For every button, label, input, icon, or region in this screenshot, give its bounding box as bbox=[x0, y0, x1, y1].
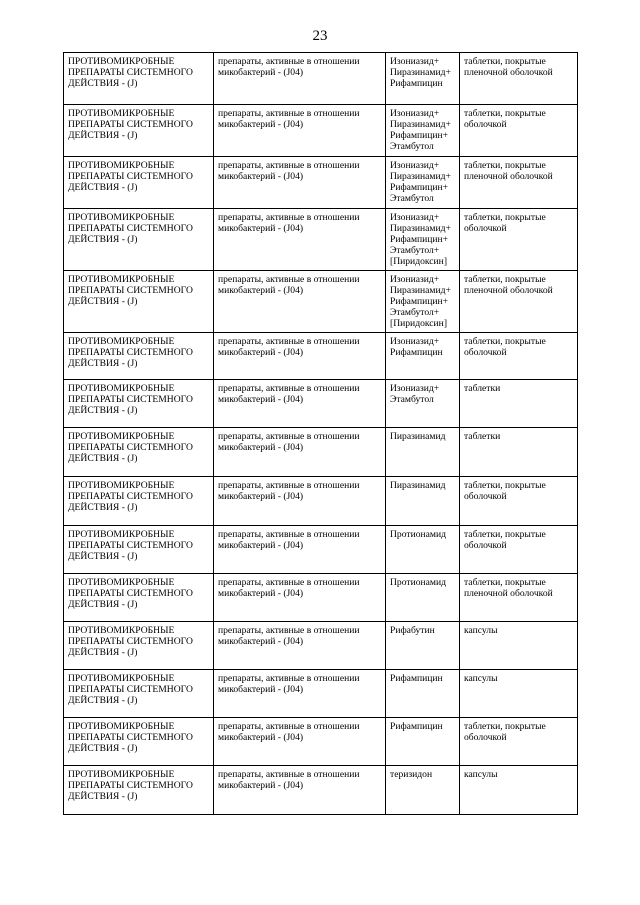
subgroup-cell: препараты, активные в отношении микобактерий - (J04) bbox=[214, 53, 386, 105]
subgroup-cell: препараты, активные в отношении микобактерий - (J04) bbox=[214, 477, 386, 526]
group-cell: ПРОТИВОМИКРОБНЫЕ ПРЕПАРАТЫ СИСТЕМНОГО ДЕЙСТВИЯ - (J) bbox=[64, 53, 214, 105]
dosage-form-cell: таблетки, покрытые пленочной оболочкой bbox=[460, 157, 578, 209]
subgroup-cell: препараты, активные в отношении микобактерий - (J04) bbox=[214, 574, 386, 622]
drug-cell: Изониазид+ Пиразинамид+ Рифампицин bbox=[386, 53, 460, 105]
drug-cell: Изониазид+ Пиразинамид+ Рифампицин+ Этамбутол+ [Пиридоксин] bbox=[386, 209, 460, 271]
table-row bbox=[64, 333, 578, 380]
dosage-form-cell: таблетки, покрытые оболочкой bbox=[460, 718, 578, 766]
table-row bbox=[64, 477, 578, 526]
table-row bbox=[64, 209, 578, 271]
group-cell: ПРОТИВОМИКРОБНЫЕ ПРЕПАРАТЫ СИСТЕМНОГО ДЕЙСТВИЯ - (J) bbox=[64, 105, 214, 157]
dosage-form-cell: таблетки, покрытые оболочкой bbox=[460, 209, 578, 271]
table-row bbox=[64, 380, 578, 428]
subgroup-cell: препараты, активные в отношении микобактерий - (J04) bbox=[214, 333, 386, 380]
drug-cell: Рифампицин bbox=[386, 718, 460, 766]
dosage-form-cell: таблетки bbox=[460, 428, 578, 477]
drug-cell: теризидон bbox=[386, 766, 460, 815]
subgroup-cell: препараты, активные в отношении микобактерий - (J04) bbox=[214, 209, 386, 271]
dosage-form-cell: таблетки, покрытые оболочкой bbox=[460, 333, 578, 380]
group-cell: ПРОТИВОМИКРОБНЫЕ ПРЕПАРАТЫ СИСТЕМНОГО ДЕЙСТВИЯ - (J) bbox=[64, 477, 214, 526]
dosage-form-cell: капсулы bbox=[460, 622, 578, 670]
group-cell: ПРОТИВОМИКРОБНЫЕ ПРЕПАРАТЫ СИСТЕМНОГО ДЕЙСТВИЯ - (J) bbox=[64, 333, 214, 380]
group-cell: ПРОТИВОМИКРОБНЫЕ ПРЕПАРАТЫ СИСТЕМНОГО ДЕЙСТВИЯ - (J) bbox=[64, 428, 214, 477]
drug-table bbox=[63, 52, 578, 815]
dosage-form-cell: таблетки, покрытые пленочной оболочкой bbox=[460, 574, 578, 622]
page-number: 23 bbox=[312, 28, 328, 44]
table-row bbox=[64, 271, 578, 333]
group-cell: ПРОТИВОМИКРОБНЫЕ ПРЕПАРАТЫ СИСТЕМНОГО ДЕЙСТВИЯ - (J) bbox=[64, 157, 214, 209]
dosage-form-cell: таблетки, покрытые пленочной оболочкой bbox=[460, 271, 578, 333]
subgroup-cell: препараты, активные в отношении микобактерий - (J04) bbox=[214, 670, 386, 718]
table-row bbox=[64, 718, 578, 766]
dosage-form-cell: таблетки, покрытые пленочной оболочкой bbox=[460, 53, 578, 105]
table-row bbox=[64, 53, 578, 105]
subgroup-cell: препараты, активные в отношении микобактерий - (J04) bbox=[214, 271, 386, 333]
drug-cell: Рифабутин bbox=[386, 622, 460, 670]
table-row bbox=[64, 670, 578, 718]
table-row bbox=[64, 105, 578, 157]
table-row bbox=[64, 526, 578, 574]
group-cell: ПРОТИВОМИКРОБНЫЕ ПРЕПАРАТЫ СИСТЕМНОГО ДЕЙСТВИЯ - (J) bbox=[64, 380, 214, 428]
drug-cell: Протионамид bbox=[386, 526, 460, 574]
drug-cell: Пиразинамид bbox=[386, 477, 460, 526]
drug-cell: Протионамид bbox=[386, 574, 460, 622]
subgroup-cell: препараты, активные в отношении микобактерий - (J04) bbox=[214, 622, 386, 670]
subgroup-cell: препараты, активные в отношении микобактерий - (J04) bbox=[214, 428, 386, 477]
group-cell: ПРОТИВОМИКРОБНЫЕ ПРЕПАРАТЫ СИСТЕМНОГО ДЕЙСТВИЯ - (J) bbox=[64, 526, 214, 574]
dosage-form-cell: капсулы bbox=[460, 766, 578, 815]
drug-cell: Изониазид+ Пиразинамид+ Рифампицин+ Этамбутол bbox=[386, 105, 460, 157]
drug-cell: Изониазид+ Пиразинамид+ Рифампицин+ Этамбутол bbox=[386, 157, 460, 209]
dosage-form-cell: таблетки, покрытые оболочкой bbox=[460, 477, 578, 526]
group-cell: ПРОТИВОМИКРОБНЫЕ ПРЕПАРАТЫ СИСТЕМНОГО ДЕЙСТВИЯ - (J) bbox=[64, 209, 214, 271]
table-row bbox=[64, 574, 578, 622]
drug-cell: Рифампицин bbox=[386, 670, 460, 718]
group-cell: ПРОТИВОМИКРОБНЫЕ ПРЕПАРАТЫ СИСТЕМНОГО ДЕЙСТВИЯ - (J) bbox=[64, 766, 214, 815]
dosage-form-cell: таблетки, покрытые оболочкой bbox=[460, 105, 578, 157]
drug-cell: Изониазид+ Этамбутол bbox=[386, 380, 460, 428]
dosage-form-cell: таблетки, покрытые оболочкой bbox=[460, 526, 578, 574]
dosage-form-cell: таблетки bbox=[460, 380, 578, 428]
drug-cell: Изониазид+ Пиразинамид+ Рифампицин+ Этамбутол+ [Пиридоксин] bbox=[386, 271, 460, 333]
subgroup-cell: препараты, активные в отношении микобактерий - (J04) bbox=[214, 526, 386, 574]
table-row bbox=[64, 157, 578, 209]
group-cell: ПРОТИВОМИКРОБНЫЕ ПРЕПАРАТЫ СИСТЕМНОГО ДЕЙСТВИЯ - (J) bbox=[64, 271, 214, 333]
group-cell: ПРОТИВОМИКРОБНЫЕ ПРЕПАРАТЫ СИСТЕМНОГО ДЕЙСТВИЯ - (J) bbox=[64, 622, 214, 670]
drug-table-body bbox=[64, 53, 578, 815]
subgroup-cell: препараты, активные в отношении микобактерий - (J04) bbox=[214, 105, 386, 157]
dosage-form-cell: капсулы bbox=[460, 670, 578, 718]
subgroup-cell: препараты, активные в отношении микобактерий - (J04) bbox=[214, 718, 386, 766]
group-cell: ПРОТИВОМИКРОБНЫЕ ПРЕПАРАТЫ СИСТЕМНОГО ДЕЙСТВИЯ - (J) bbox=[64, 670, 214, 718]
subgroup-cell: препараты, активные в отношении микобактерий - (J04) bbox=[214, 766, 386, 815]
subgroup-cell: препараты, активные в отношении микобактерий - (J04) bbox=[214, 157, 386, 209]
drug-cell: Изониазид+ Рифампицин bbox=[386, 333, 460, 380]
subgroup-cell: препараты, активные в отношении микобактерий - (J04) bbox=[214, 380, 386, 428]
table-row bbox=[64, 622, 578, 670]
group-cell: ПРОТИВОМИКРОБНЫЕ ПРЕПАРАТЫ СИСТЕМНОГО ДЕЙСТВИЯ - (J) bbox=[64, 718, 214, 766]
group-cell: ПРОТИВОМИКРОБНЫЕ ПРЕПАРАТЫ СИСТЕМНОГО ДЕЙСТВИЯ - (J) bbox=[64, 574, 214, 622]
table-row bbox=[64, 766, 578, 815]
table-row bbox=[64, 428, 578, 477]
drug-cell: Пиразинамид bbox=[386, 428, 460, 477]
